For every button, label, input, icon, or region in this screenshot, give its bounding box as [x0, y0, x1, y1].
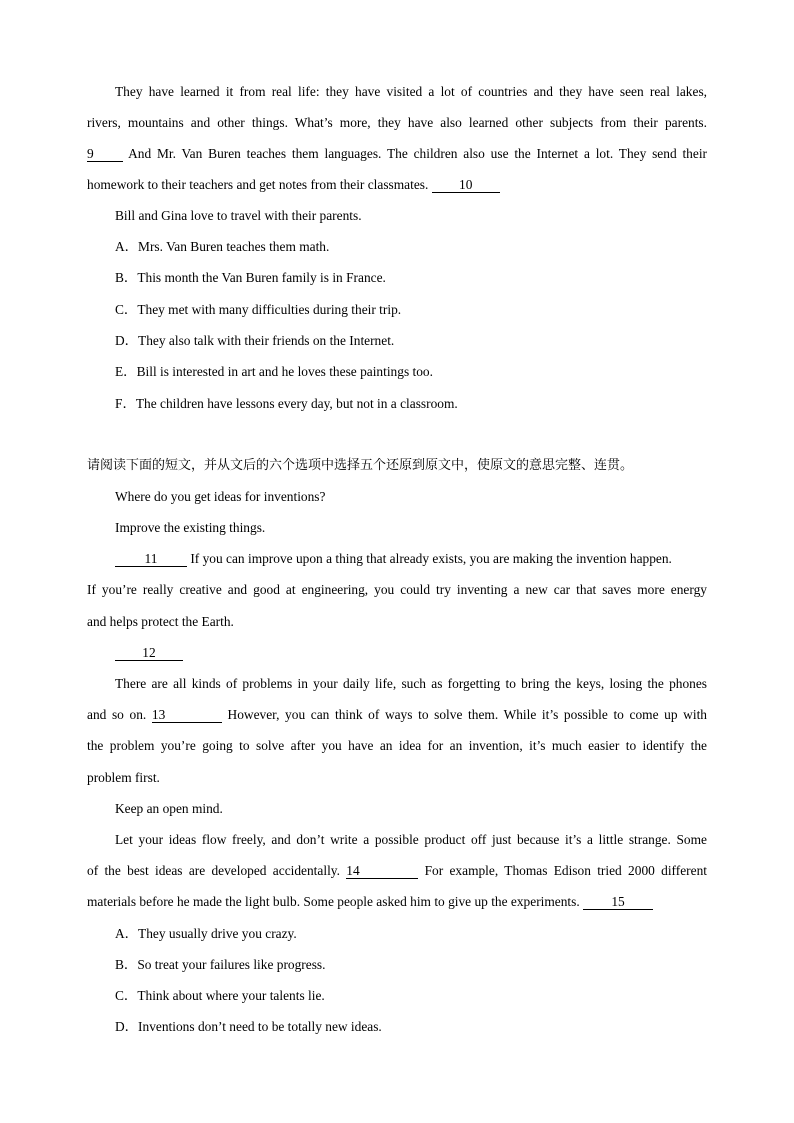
blank-12[interactable]: 12	[115, 646, 183, 661]
passage2-p2-line-2-post: However, you can think of ways to solve them. While it’s possible to come up with	[221, 707, 707, 722]
blank-13[interactable]: 13	[152, 708, 222, 723]
passage1-line-3-text: And Mr. Van Buren teaches them languages. The children also use the Internet a lot. They send their	[123, 146, 707, 161]
passage1-line-3	[87, 145, 707, 163]
blank-9[interactable]: 9	[87, 147, 123, 162]
passage2-p3-line-2-pre: of the best ideas are developed accidentally.	[87, 863, 347, 878]
passage2-option-a: A．They usually drive you crazy.	[115, 926, 297, 941]
passage2-p3-line-2-post: For example, Thomas Edison tried 2000 different	[418, 863, 707, 878]
passage2-blank-12-line	[115, 644, 707, 662]
passage2-p2-line-2	[87, 706, 707, 724]
passage2-p3-line-3	[87, 893, 707, 911]
passage1-option-c: C．They met with many difficulties during their trip.	[115, 302, 402, 317]
passage1-option-d: D．They also talk with their friends on the Internet.	[115, 333, 395, 348]
passage1-line-1: They have learned it from real life: they have visited a lot of countries and they have seen real lakes,	[115, 84, 707, 99]
passage2-p1-line-1	[115, 550, 707, 568]
passage2-heading-3: Keep an open mind.	[115, 801, 223, 816]
passage2-p2-line-3: the problem you’re going to solve after you have an idea for an invention, it’s much easier to identify the	[87, 738, 707, 753]
passage1-line-5: Bill and Gina love to travel with their parents.	[115, 208, 362, 223]
passage2-p1-line-1-text: If you can improve upon a thing that already exists, you are making the invention happen.	[187, 551, 672, 566]
passage1-option-e: E．Bill is interested in art and he loves these paintings too.	[115, 364, 433, 379]
passage2-p3-line-2	[87, 862, 707, 880]
passage2-p1-line-3: and helps protect the Earth.	[87, 614, 234, 629]
passage1-line-4-text: homework to their teachers and get notes from their classmates.	[87, 177, 432, 192]
passage1-option-f: F．The children have lessons every day, but not in a classroom.	[115, 396, 458, 411]
passage1-option-a: A．Mrs. Van Buren teaches them math.	[115, 239, 330, 254]
passage2-p2-line-2-pre: and so on.	[87, 707, 152, 722]
passage2-p2-line-4: problem first.	[87, 770, 160, 785]
passage1-line-2: rivers, mountains and other things. What’s more, they have also learned other subjects from their parents.	[87, 115, 707, 130]
blank-10[interactable]: 10	[432, 178, 500, 193]
passage2-p2-line-1: There are all kinds of problems in your daily life, such as forgetting to bring the keys, losing the phones	[115, 676, 707, 691]
blank-15[interactable]: 15	[583, 895, 653, 910]
passage2-heading-1: Improve the existing things.	[115, 520, 266, 535]
passage2-p3-line-3-pre: materials before he made the light bulb. Some people asked him to give up the experiments.	[87, 894, 584, 909]
passage1-option-b: B．This month the Van Buren family is in France.	[115, 270, 386, 285]
passage2-option-c: C．Think about where your talents lie.	[115, 988, 325, 1003]
passage2-instruction: 请阅读下面的短文，并从文后的六个选项中选择五个还原到原文中，使原文的意思完整、连贯。	[87, 458, 634, 473]
passage1-line-4	[87, 176, 707, 194]
blank-11[interactable]: 11	[115, 552, 187, 567]
passage2-p3-line-1: Let your ideas flow freely, and don’t write a possible product off just because it’s a little strange. Some	[115, 832, 707, 847]
blank-14[interactable]: 14	[346, 864, 418, 879]
passage2-option-b: B．So treat your failures like progress.	[115, 957, 326, 972]
passage2-option-d: D．Inventions don’t need to be totally new ideas.	[115, 1019, 382, 1034]
passage2-title: Where do you get ideas for inventions?	[115, 489, 326, 504]
passage2-p1-line-2: If you’re really creative and good at engineering, you could try inventing a new car that saves more energy	[87, 582, 707, 597]
